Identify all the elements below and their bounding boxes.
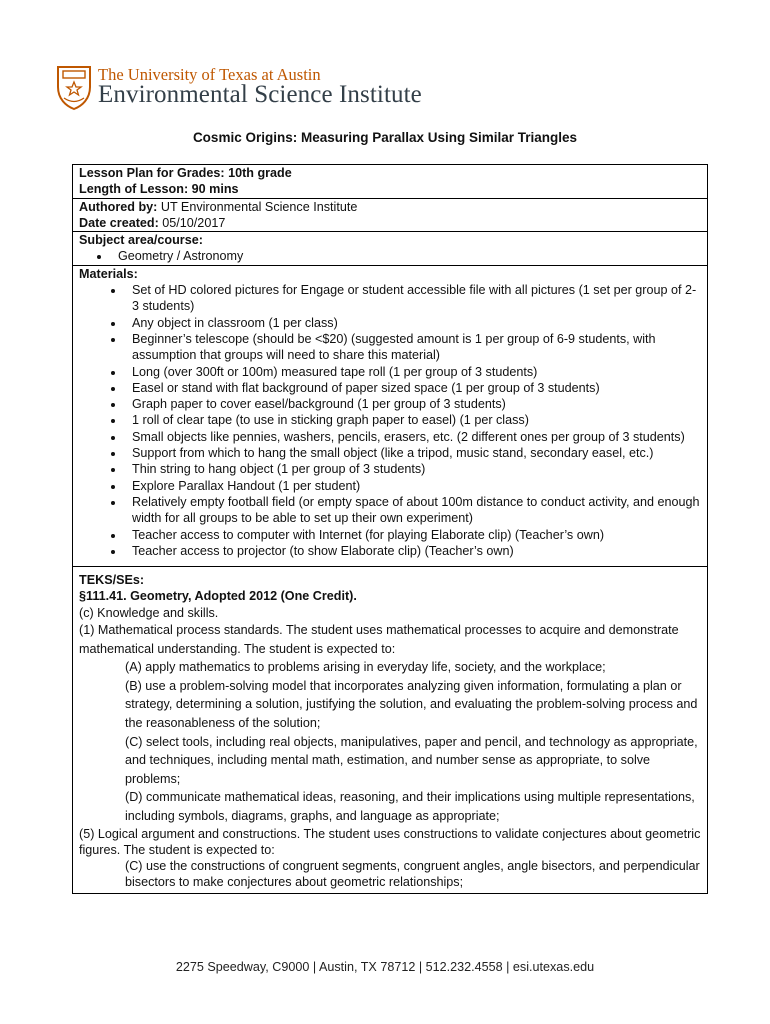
standard-1-b: (B) use a problem-solving model that incorporates analyzing given information, formulating a plan or strategy, determining a solution, justifying the solution, and evaluating the problem-solving process and the reasonableness of the solution; (125, 678, 698, 730)
grades-line: Lesson Plan for Grades: 10th grade (79, 166, 292, 180)
list-item: • Geometry / Astronomy (111, 248, 701, 264)
list-item: • 1 roll of clear tape (to use in sticking graph paper to easel) (1 per class) (125, 412, 701, 428)
list-item: • Support from which to hang the small object (like a tripod, music stand, secondary easel, etc.) (125, 445, 701, 461)
ut-seal-icon (56, 65, 92, 111)
author-cell (73, 199, 707, 233)
date-label: Date created: (79, 215, 159, 230)
date-value: 05/10/2017 (158, 215, 226, 230)
subject-label: Subject area/course: (79, 233, 203, 248)
document-title: Cosmic Origins: Measuring Parallax Using Similar Triangles (192, 130, 578, 145)
teks-label: TEKS/SEs: (79, 573, 145, 588)
list-item: • Teacher access to computer with Internet (for playing Elaborate clip) (Teacher’s own) (125, 527, 701, 543)
list-item: • Small objects like pennies, washers, pencils, erasers, etc. (2 different ones per group of 3 students) (125, 429, 701, 445)
standard-1-d: (D) communicate mathematical ideas, reasoning, and their implications using multiple representations, including symbols, diagrams, graphs, and language as appropriate; (125, 790, 695, 823)
authored-value: UT Environmental Science Institute (157, 199, 358, 214)
lesson-plan-table (72, 164, 708, 894)
date-line (79, 215, 701, 231)
list-item: • Beginner’s telescope (should be <$20) (suggested amount is 1 per group of 6-9 students, with assumption that groups will need to share this material) (125, 331, 701, 364)
subject-list (79, 248, 701, 264)
list-item: • Graph paper to cover easel/background (1 per group of 3 students) (125, 396, 701, 412)
info-cell (73, 165, 707, 199)
footer-address: 2275 Speedway, C9000 | Austin, TX 78712 | 512.232.4558 | esi.utexas.edu (175, 960, 595, 974)
university-name: The University of Texas at Austin (98, 65, 321, 84)
standard-1-c: (C) select tools, including real objects, manipulatives, paper and pencil, and technology as appropriate, and techniques, including mental math, estimation, and number sense as appropriate, to solve problems; (125, 734, 698, 786)
standard-5-c: (C) use the constructions of congruent segments, congruent angles, angle bisectors, and perpendicular bisectors to make conjectures about geometric relationships; (125, 859, 700, 890)
list-item: • Teacher access to projector (to show Elaborate clip) (Teacher’s own) (125, 543, 701, 559)
teks-section: §111.41. Geometry, Adopted 2012 (One Credit). (79, 589, 357, 604)
standard-1-a: (A) apply mathematics to problems arising in everyday life, society, and the workplace; (125, 660, 606, 675)
list-item: • Thin string to hang object (1 per group of 3 students) (125, 461, 701, 477)
header-logo (56, 62, 456, 112)
authored-label: Authored by: (79, 199, 158, 214)
knowledge-skills: (c) Knowledge and skills. (79, 605, 219, 620)
list-item: • Easel or stand with flat background of paper sized space (1 per group of 3 students) (125, 380, 701, 396)
list-item: • Long (over 300ft or 100m) measured tape roll (1 per group of 3 students) (125, 364, 701, 380)
standard-1: (1) Mathematical process standards. The student uses mathematical processes to acquire and demonstrate mathematical understanding. The student is expected to: (79, 623, 679, 656)
standard-5: (5) Logical argument and constructions. The student uses constructions to validate conjectures about geometric figures. The student is expected to: (79, 826, 701, 857)
list-item: • Relatively empty football field (or empty space of about 100m distance to conduct activity, and enough width for all groups to be able to set up their own experiment) (125, 494, 701, 527)
list-item: • Set of HD colored pictures for Engage or student accessible file with all pictures (1 set per group of 2-3 students) (125, 282, 701, 315)
list-item: • Any object in classroom (1 per class) (125, 315, 701, 331)
length-line: Length of Lesson: 90 mins (79, 182, 239, 197)
institute-name: Environmental Science Institute (98, 81, 422, 108)
teks-cell (73, 567, 707, 893)
materials-list (79, 282, 701, 559)
authored-line (79, 199, 701, 215)
materials-label: Materials: (79, 266, 138, 281)
list-item: • Explore Parallax Handout (1 per student) (125, 478, 701, 494)
materials-cell (73, 266, 707, 567)
subject-cell (73, 232, 707, 266)
